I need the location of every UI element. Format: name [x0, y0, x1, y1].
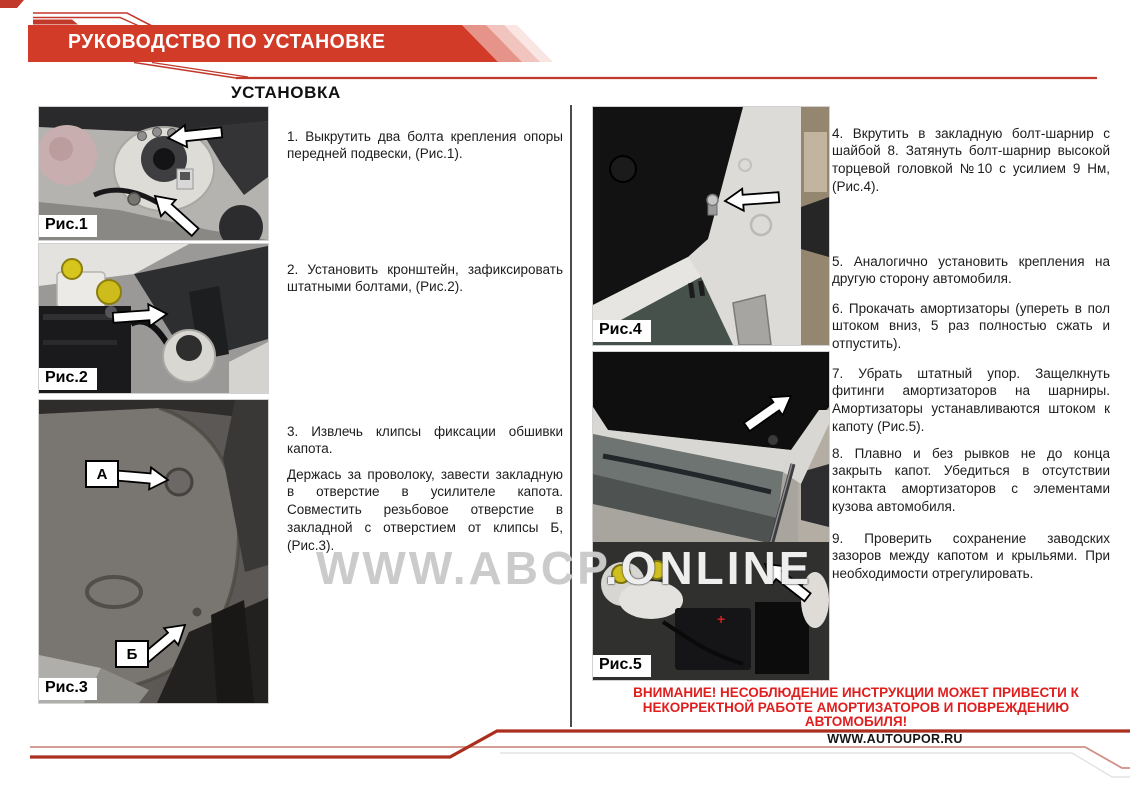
- footer-site-link: WWW.AUTOUPOR.RU: [827, 732, 963, 746]
- column-divider: [570, 105, 572, 727]
- fig3-photo-hood-liner: [39, 400, 268, 703]
- fig4-photo-ball-stud: [593, 107, 829, 345]
- figure-label: Рис.4: [593, 320, 651, 342]
- fig5-photo-strut-installed: [593, 352, 829, 680]
- step-4: 4. Вкрутить в закладную болт-шарнир с шайбой 8. Затянуть болт-шарнир высокой торцевой головкой №10 с усилием 9 Нм, (Рис.4).: [832, 125, 1110, 195]
- step-1: 1. Выкрутить два болта крепления опоры передней подвески, (Рис.1).: [287, 128, 563, 162]
- figure-label: Рис.2: [39, 368, 97, 390]
- figure-label: Рис.1: [39, 215, 97, 237]
- svg-text:+: +: [717, 611, 726, 627]
- figure-5: [593, 352, 829, 680]
- step-8: 8. Плавно и без рывков не до конца закрыть капот. Убедиться в отсутствии контакта амортизаторов с элементами кузова автомобиля.: [832, 445, 1110, 515]
- section-title: УСТАНОВКА: [231, 83, 341, 102]
- figure-3: [39, 400, 268, 703]
- figure-1: [39, 107, 268, 240]
- callout-a-box: А: [85, 460, 119, 488]
- callout-b-box: Б: [115, 640, 149, 668]
- header-title: РУКОВОДСТВО ПО УСТАНОВКЕ: [68, 31, 386, 53]
- figure-label: Рис.5: [593, 655, 651, 677]
- step-3-note: Держась за проволоку, завести закладную в отверстие в усилителе капота. Совместить резьбовое отверстие в закладной с отверстием от клипсы Б, (Рис.3).: [287, 466, 563, 554]
- corner-accent: [0, 0, 24, 8]
- step-6: 6. Прокачать амортизаторы (упереть в пол штоком вниз, 5 раз полностью сжать и отпустить).: [832, 300, 1110, 352]
- warning-text: ВНИМАНИЕ! НЕСОБЛЮДЕНИЕ ИНСТРУКЦИИ МОЖЕТ ПРИВЕСТИ К НЕКОРРЕКТНОЙ РАБОТЕ АМОРТИЗАТОРОВ И ПОВРЕЖДЕНИЮ АВТОМОБИЛЯ!: [633, 685, 1079, 730]
- figure-2: [39, 244, 268, 393]
- figure-label: Рис.3: [39, 678, 97, 700]
- step-5: 5. Аналогично установить крепления на другую сторону автомобиля.: [832, 253, 1110, 287]
- step-2: 2. Установить кронштейн, зафиксировать штатными болтами, (Рис.2).: [287, 261, 563, 295]
- figure-4: [593, 107, 829, 345]
- watermark: [316, 541, 812, 595]
- watermark-gray-part: WWW.ABCP: [316, 542, 605, 594]
- watermark-white-part: .ONLINE: [604, 542, 813, 594]
- step-3: 3. Извлечь клипсы фиксации обшивки капота.: [287, 423, 563, 457]
- step-7: 7. Убрать штатный упор. Защелкнуть фитинги амортизаторов на шарниры. Амортизаторы устанавливаются штоком к капоту (Рис.5).: [832, 365, 1110, 435]
- step-9: 9. Проверить сохранение заводских зазоров между капотом и крыльями. При необходимости отрегулировать.: [832, 530, 1110, 582]
